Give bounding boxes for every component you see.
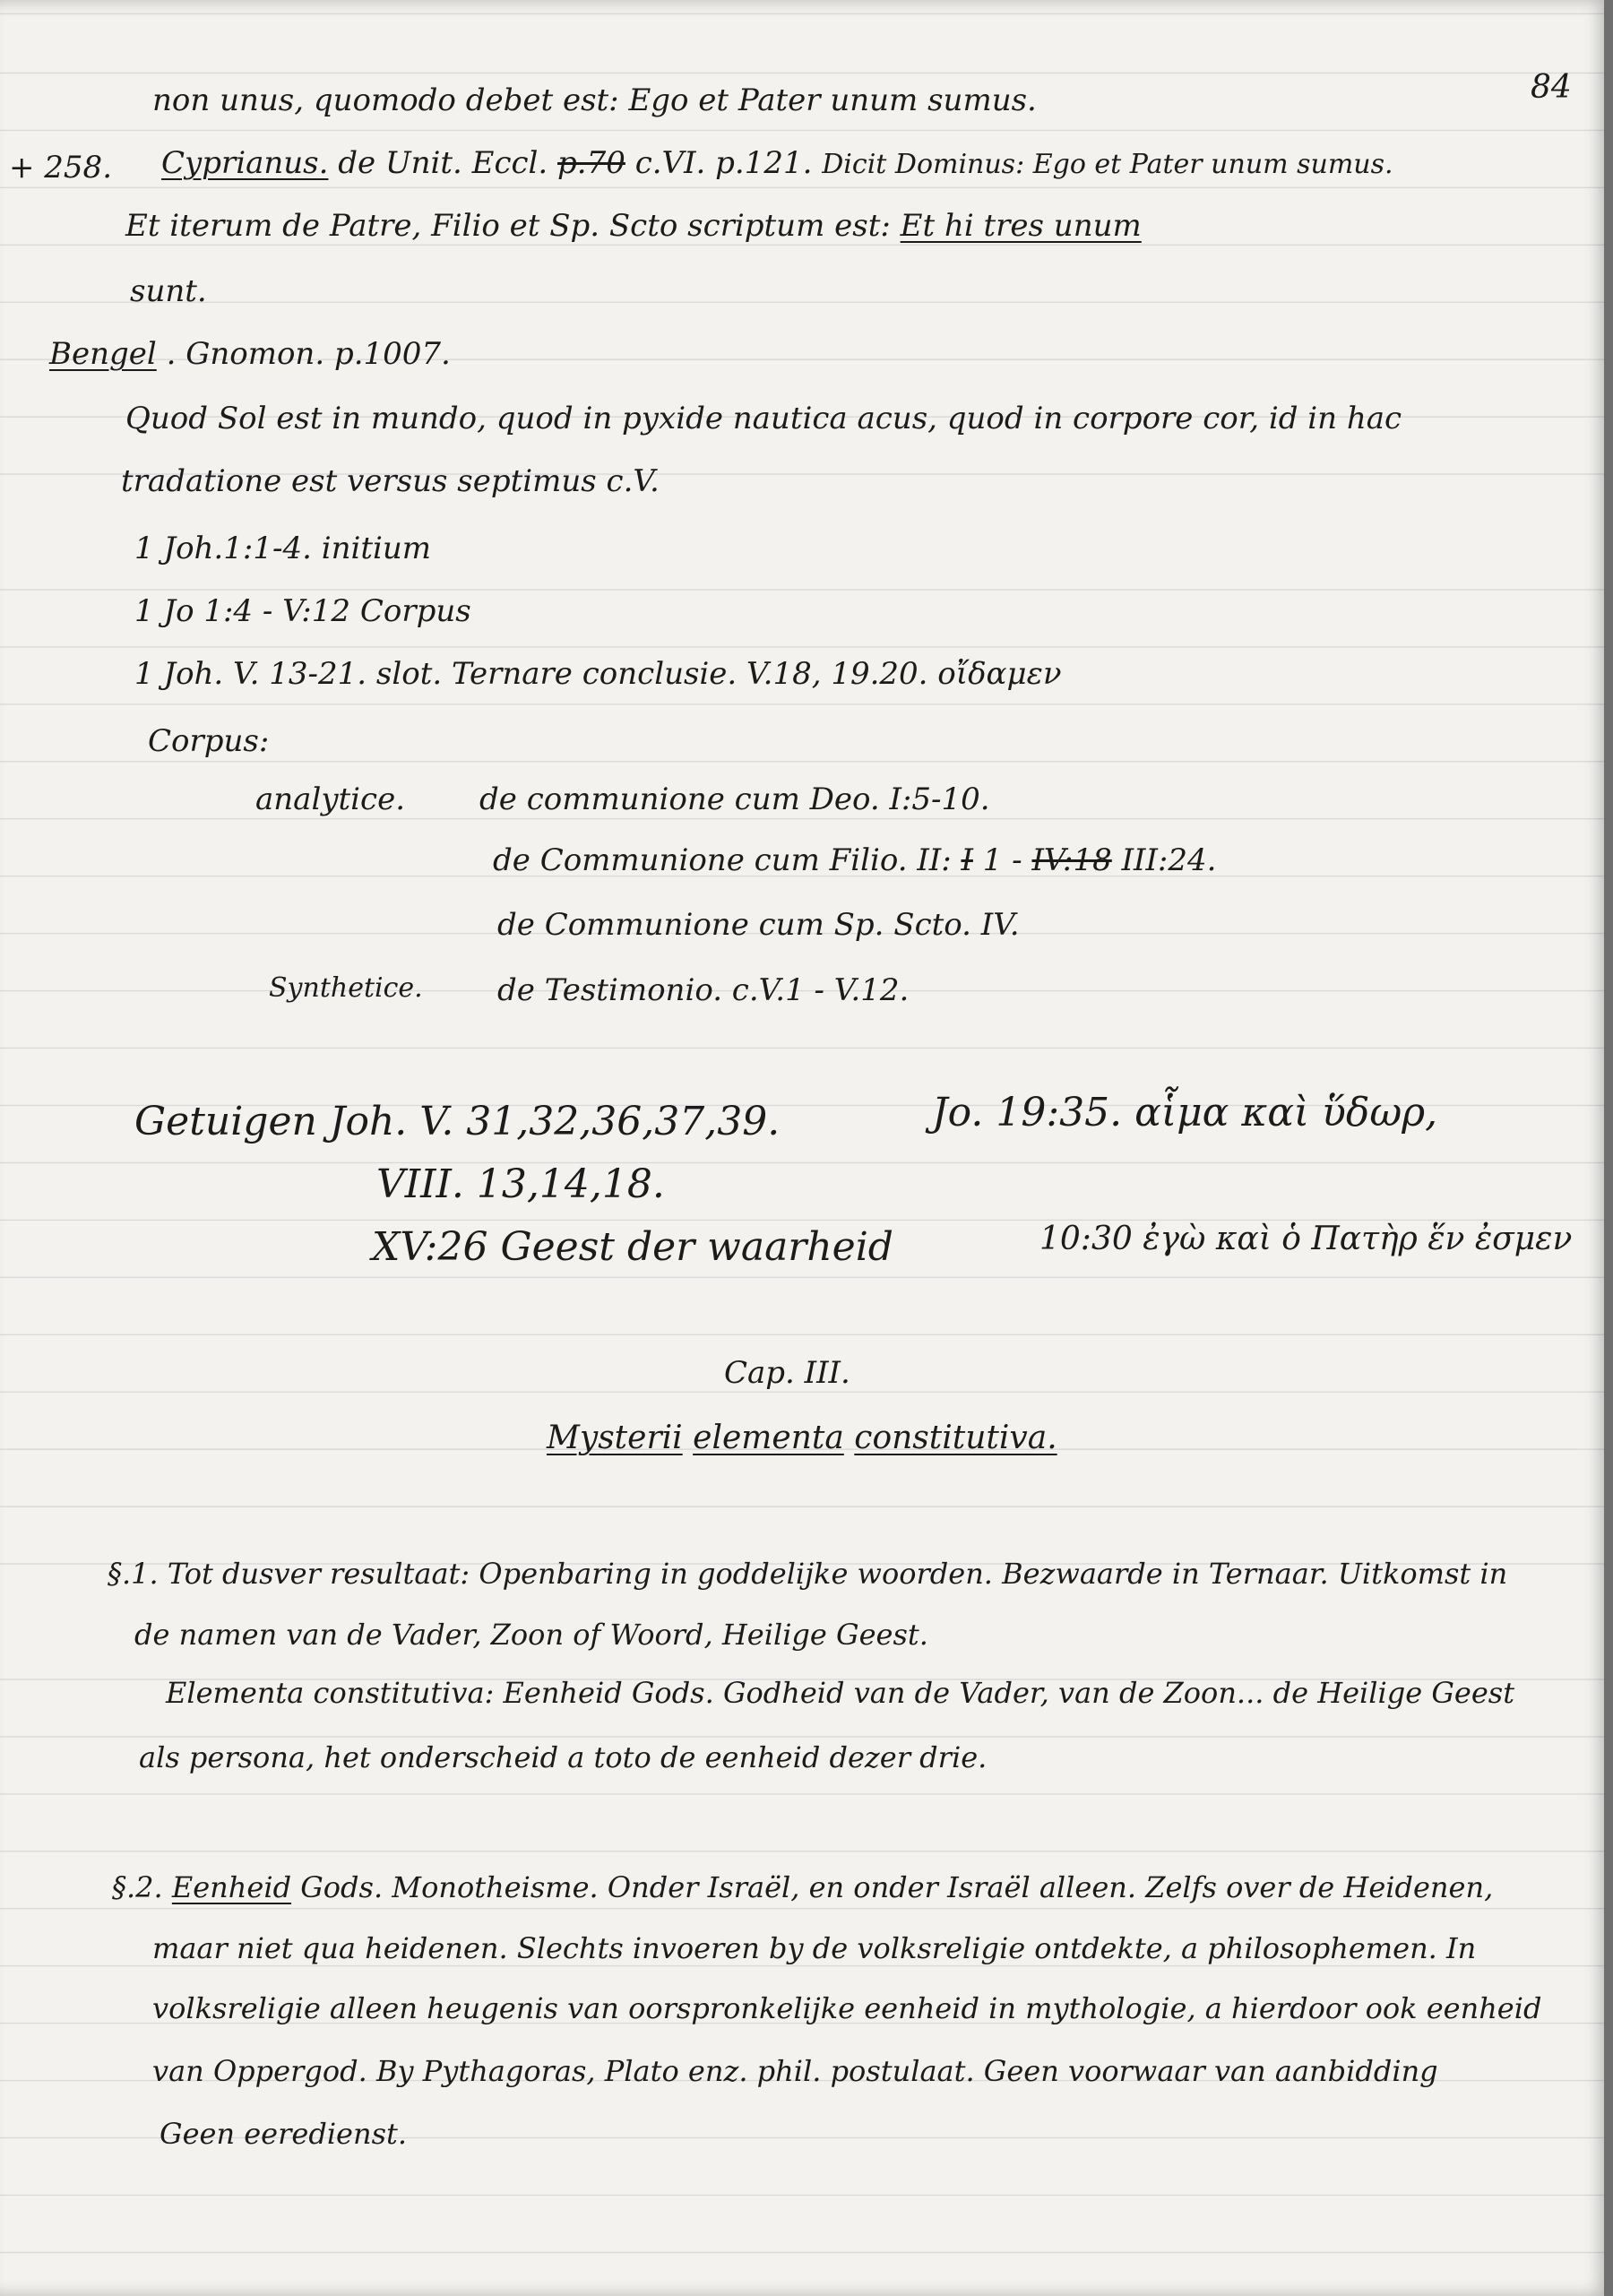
text-line-6: Quod Sol est in mundo, quod in pyxide nautica acus, quod in corpore cor, id in hac (125, 401, 1402, 436)
synthetice-label: Synthetice. (269, 972, 423, 1004)
analytice-line-1: de communione cum Deo. I:5-10. (479, 781, 990, 817)
text-line-2 (161, 145, 1393, 181)
struck-page: p.70 (557, 145, 625, 181)
verse-one: 1 - (982, 842, 1022, 878)
section-2-number: §.2. (112, 1870, 163, 1904)
section-2-line-4: van Oppergod. By Pythagoras, Plato enz. phil. postulaat. Geen voorwaar van aanbidding (152, 2054, 1438, 2088)
title-elementa: elementa (693, 1420, 844, 1456)
getuigen-line-3: XV:26 Geest der waarheid (372, 1224, 893, 1270)
cyprianus-quote: Dicit Dominus: Ego et Pater unum sumus. (822, 149, 1393, 180)
getuigen-line: Getuigen Joh. V. 31,32,36,37,39. (134, 1099, 781, 1144)
struck-verse: IV:18 (1031, 842, 1112, 878)
text-line-9: 1 Jo 1:4 - V:12 Corpus (134, 593, 471, 629)
eenheid-underlined: Eenheid (171, 1870, 292, 1904)
getuigen-line-2: VIII. 13,14,18. (376, 1161, 665, 1207)
section-1-line-3: Elementa constitutiva: Eenheid Gods. Godheid van de Vader, van de Zoon... de Heilige Geest (166, 1676, 1515, 1710)
chapter-heading: Cap. III. (724, 1355, 850, 1391)
greek-i-and-father: 10:30 ἐγὼ καὶ ὁ Πατὴρ ἕν ἐσμεν (1039, 1221, 1573, 1257)
struck-numeral: I (961, 842, 973, 878)
three-are-one: Et hi tres unum (900, 208, 1142, 244)
section-2-line-5: Geen eeredienst. (160, 2117, 408, 2151)
bengel-underlined: Bengel (49, 336, 157, 372)
gnomon-reference: . Gnomon. p.1007. (166, 336, 451, 372)
analytice-line-3: de Communione cum Sp. Scto. IV. (497, 907, 1020, 943)
title-mysterii: Mysterii (547, 1420, 683, 1456)
section-2-line-2: maar niet qua heidenen. Slechts invoeren by de volksreligie ontdekte, a philosophemen. In (152, 1931, 1477, 1965)
section-1-line-4: als persona, het onderscheid a toto de eenheid dezer drie. (139, 1740, 988, 1774)
cyprianus-underlined: Cyprianus. (161, 145, 329, 181)
section-1-line-2: de namen van de Vader, Zoon of Woord, Heilige Geest. (134, 1618, 928, 1652)
section-2-line-1 (112, 1870, 1494, 1904)
chapter-two: II: (917, 842, 952, 878)
text-line-5 (49, 336, 451, 372)
text-line-7: tradatione est versus septimus c.V. (121, 463, 660, 499)
cyprianus-chapter: c.VI. p.121. (634, 145, 813, 181)
communion-with-son: de Communione cum Filio. (493, 842, 908, 878)
text-line-8: 1 Joh.1:1-4. initium (134, 531, 432, 566)
margin-note: + 258. (9, 150, 112, 186)
text-line-4: sunt. (130, 273, 207, 309)
analytice-label: analytice. (255, 781, 406, 817)
page-number: 84 (1531, 69, 1572, 106)
section-1-line-1: §.1. Tot dusver resultaat: Openbaring in goddelijke woorden. Bezwaarde in Ternaar. Uitkomst in (108, 1557, 1508, 1591)
chapter-three: III:24. (1121, 842, 1217, 878)
analytice-line-2 (493, 842, 1217, 878)
title-constitutiva: constitutiva. (854, 1420, 1057, 1456)
text-line-3 (125, 208, 1142, 244)
text-line-10: 1 Joh. V. 13-21. slot. Ternare conclusie. V.18, 19.20. οἴδαμεν (134, 656, 1062, 692)
cyprianus-quote-cont: Et iterum de Patre, Filio et Sp. Scto scriptum est: (125, 208, 891, 244)
text-line-11: Corpus: (148, 723, 270, 759)
section-2-line-1-rest: Gods. Monotheisme. Onder Israël, en onder Israël alleen. Zelfs over de Heidenen, (300, 1870, 1494, 1904)
text-line-1: non unus, quomodo debet est: Ego et Pater unum sumus. (152, 82, 1037, 118)
page-edge-shadow (1604, 0, 1613, 2296)
synthetice-line: de Testimonio. c.V.1 - V.12. (497, 972, 910, 1008)
greek-blood-water: Jo. 19:35. αἷμα καὶ ὕδωρ, (932, 1090, 1438, 1135)
cyprianus-source: de Unit. Eccl. (338, 145, 548, 181)
chapter-title (547, 1422, 1057, 1454)
section-2-line-3: volksreligie alleen heugenis van oorspronkelijke eenheid in mythologie, a hierdoor ook eenheid (152, 1991, 1542, 2025)
